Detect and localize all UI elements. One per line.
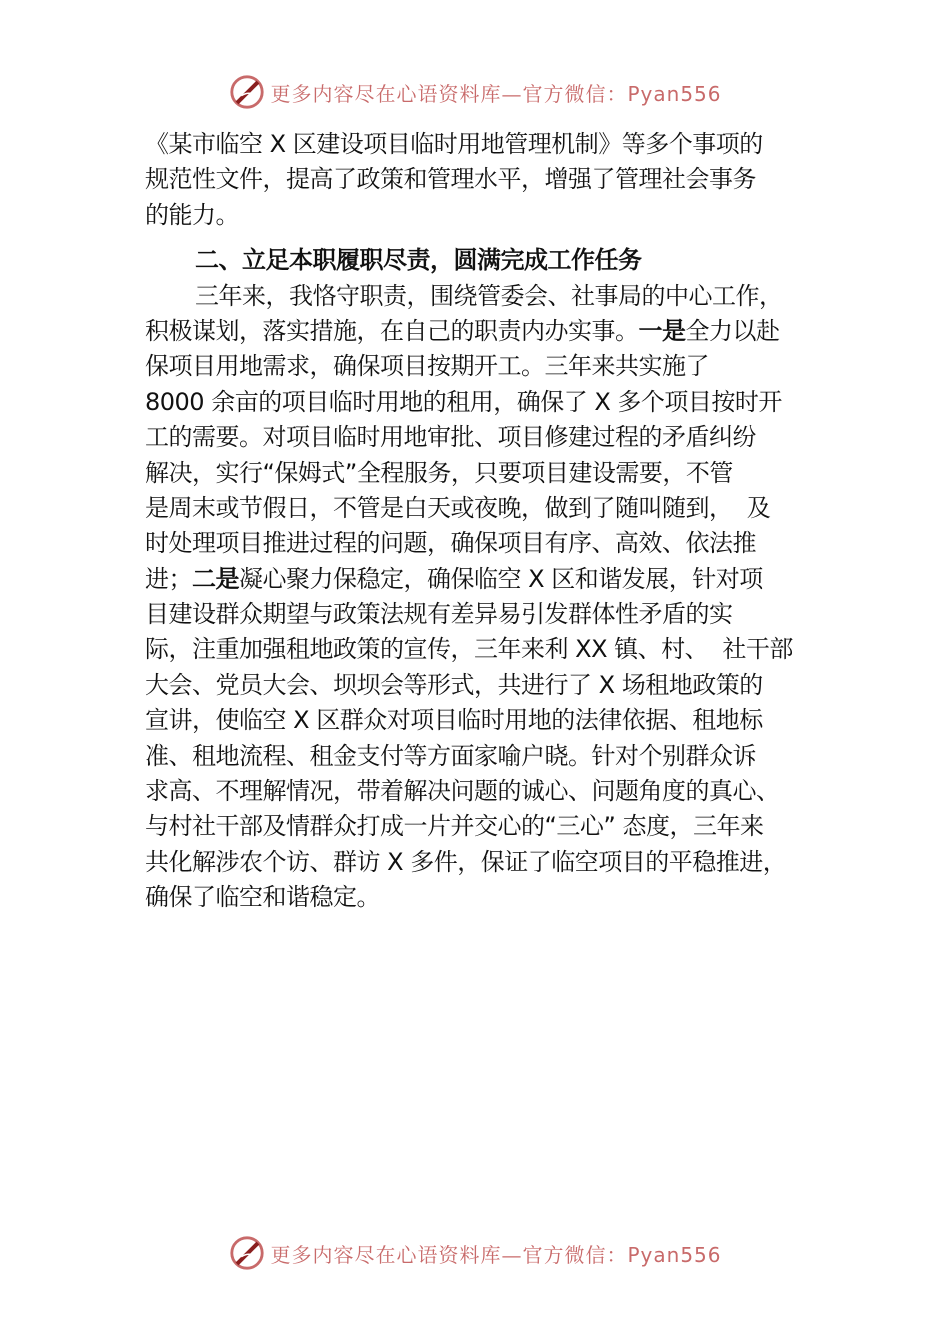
paragraph-line: 规范性文件，提高了政策和管理水平，增强了管理社会事务 <box>145 165 756 194</box>
paragraph-line: 确保了临空和谐稳定。 <box>145 883 380 912</box>
section-heading: 二、立足本职履职尽责，圆满完成工作任务 <box>195 246 642 275</box>
watermark-text: 更多内容尽在心语资料库—官方微信：Pyan556 <box>270 81 722 106</box>
pen-logo-icon <box>228 1234 266 1272</box>
paragraph-line: 三年来，我恪守职责，围绕管委会、社事局的中心工作， <box>195 281 783 310</box>
paragraph-line: 共化解涉农个访、群访 X 多件，保证了临空项目的平稳推进， <box>145 847 787 876</box>
paragraph-line: 工的需要。对项目临时用地审批、项目修建过程的矛盾纠纷 <box>145 423 756 452</box>
paragraph-line: 大会、党员大会、坝坝会等形式，共进行了 X 场租地政策的 <box>145 670 763 699</box>
paragraph-line: 际，注重加强租地政策的宣传，三年来利 XX 镇、村、 社干部 <box>145 635 793 664</box>
header-watermark <box>0 72 950 112</box>
paragraph-line: 进；二是凝心聚力保稳定，确保临空 X 区和谐发展，针对项 <box>145 564 763 593</box>
paragraph-line: 8000 余亩的项目临时用地的租用，确保了 X 多个项目按时开 <box>145 387 782 416</box>
emphasis-first: 一是 <box>638 316 686 345</box>
paragraph-line: 的能力。 <box>145 200 239 229</box>
paragraph-line: 与村社干部及情群众打成一片并交心的“三心” 态度，三年来 <box>145 812 764 841</box>
paragraph-line: 保项目用地需求，确保项目按期开工。三年来共实施了 <box>145 352 709 381</box>
paragraph-line: 解决，实行“保姆式”全程服务，只要项目建设需要，不管 <box>145 458 733 487</box>
emphasis-second: 二是 <box>192 564 239 593</box>
paragraph-line: 求高、不理解情况，带着解决问题的诚心、问题角度的真心、 <box>145 777 780 806</box>
pen-logo-icon <box>228 73 266 111</box>
document-body <box>145 127 835 916</box>
paragraph-line: 宣讲，使临空 X 区群众对项目临时用地的法律依据、租地标 <box>145 706 763 735</box>
paragraph-line: 时处理项目推进过程的问题，确保项目有序、高效、依法推 <box>145 529 756 558</box>
paragraph-line: 准、租地流程、租金支付等方面家喻户晓。针对个别群众诉 <box>145 741 756 770</box>
paragraph-line: 《某市临空 X 区建设项目临时用地管理机制》等多个事项的 <box>145 130 763 158</box>
paragraph-line: 积极谋划，落实措施，在自己的职责内办实事。一是全力以赴 <box>145 316 780 345</box>
paragraph-line: 是周末或节假日，不管是白天或夜晚，做到了随叫随到， 及 <box>145 493 771 522</box>
footer-watermark <box>0 1233 950 1273</box>
paragraph-line: 目建设群众期望与政策法规有差异易引发群体性矛盾的实 <box>145 600 733 629</box>
watermark-text: 更多内容尽在心语资料库—官方微信：Pyan556 <box>270 1242 722 1267</box>
